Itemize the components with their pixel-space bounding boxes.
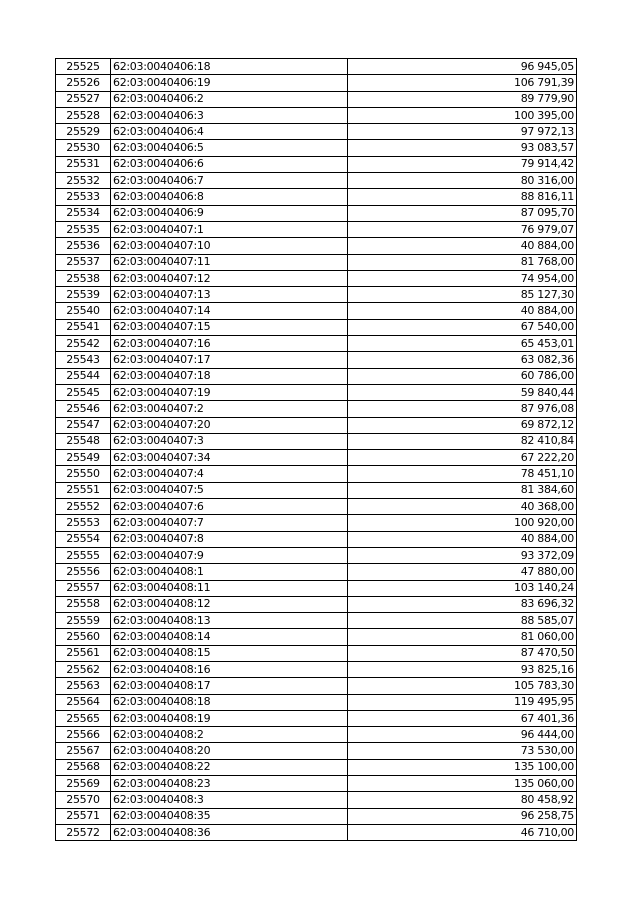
cadastral-number-cell: 62:03:0040407:18 xyxy=(111,368,348,384)
cadastral-number-cell: 62:03:0040407:19 xyxy=(111,384,348,400)
cadastral-number-cell: 62:03:0040408:15 xyxy=(111,645,348,661)
table-row xyxy=(56,189,577,205)
cadastral-number-cell: 62:03:0040407:9 xyxy=(111,547,348,563)
cadastral-number-cell: 62:03:0040406:4 xyxy=(111,124,348,140)
value-cell: 59 840,44 xyxy=(348,384,577,400)
value-cell: 135 060,00 xyxy=(348,776,577,792)
cadastral-number-cell: 62:03:0040408:3 xyxy=(111,792,348,808)
table-row xyxy=(56,792,577,808)
row-number-cell: 25559 xyxy=(56,613,111,629)
table-row xyxy=(56,107,577,123)
value-cell: 87 470,50 xyxy=(348,645,577,661)
row-number-cell: 25547 xyxy=(56,417,111,433)
table-row xyxy=(56,450,577,466)
value-cell: 67 540,00 xyxy=(348,319,577,335)
cadastral-number-cell: 62:03:0040406:19 xyxy=(111,75,348,91)
value-cell: 88 585,07 xyxy=(348,613,577,629)
cadastral-number-cell: 62:03:0040408:16 xyxy=(111,661,348,677)
row-number-cell: 25546 xyxy=(56,401,111,417)
cadastral-number-cell: 62:03:0040407:17 xyxy=(111,352,348,368)
table-row xyxy=(56,776,577,792)
table-row xyxy=(56,694,577,710)
row-number-cell: 25558 xyxy=(56,596,111,612)
table-row xyxy=(56,433,577,449)
value-cell: 97 972,13 xyxy=(348,124,577,140)
row-number-cell: 25555 xyxy=(56,547,111,563)
table-row xyxy=(56,661,577,677)
row-number-cell: 25561 xyxy=(56,645,111,661)
table-row xyxy=(56,596,577,612)
row-number-cell: 25528 xyxy=(56,107,111,123)
table-row xyxy=(56,221,577,237)
value-cell: 40 884,00 xyxy=(348,303,577,319)
table-row xyxy=(56,482,577,498)
value-cell: 65 453,01 xyxy=(348,336,577,352)
row-number-cell: 25551 xyxy=(56,482,111,498)
value-cell: 63 082,36 xyxy=(348,352,577,368)
table-row xyxy=(56,613,577,629)
cadastral-number-cell: 62:03:0040407:14 xyxy=(111,303,348,319)
value-cell: 81 060,00 xyxy=(348,629,577,645)
cadastral-number-cell: 62:03:0040407:1 xyxy=(111,221,348,237)
cadastral-number-cell: 62:03:0040408:20 xyxy=(111,743,348,759)
row-number-cell: 25548 xyxy=(56,433,111,449)
table-row xyxy=(56,531,577,547)
row-number-cell: 25527 xyxy=(56,91,111,107)
value-cell: 80 458,92 xyxy=(348,792,577,808)
row-number-cell: 25565 xyxy=(56,710,111,726)
row-number-cell: 25564 xyxy=(56,694,111,710)
row-number-cell: 25566 xyxy=(56,727,111,743)
cadastral-number-cell: 62:03:0040407:16 xyxy=(111,336,348,352)
value-cell: 73 530,00 xyxy=(348,743,577,759)
value-cell: 40 368,00 xyxy=(348,499,577,515)
value-cell: 47 880,00 xyxy=(348,564,577,580)
table-row xyxy=(56,759,577,775)
table-row xyxy=(56,678,577,694)
row-number-cell: 25541 xyxy=(56,319,111,335)
row-number-cell: 25525 xyxy=(56,59,111,75)
value-cell: 88 816,11 xyxy=(348,189,577,205)
table-row xyxy=(56,499,577,515)
row-number-cell: 25540 xyxy=(56,303,111,319)
row-number-cell: 25534 xyxy=(56,205,111,221)
cadastral-number-cell: 62:03:0040408:23 xyxy=(111,776,348,792)
value-cell: 119 495,95 xyxy=(348,694,577,710)
cadastral-number-cell: 62:03:0040408:17 xyxy=(111,678,348,694)
row-number-cell: 25571 xyxy=(56,808,111,824)
table-row xyxy=(56,743,577,759)
row-number-cell: 25526 xyxy=(56,75,111,91)
row-number-cell: 25572 xyxy=(56,824,111,840)
cadastral-number-cell: 62:03:0040408:22 xyxy=(111,759,348,775)
table-row xyxy=(56,352,577,368)
value-cell: 40 884,00 xyxy=(348,238,577,254)
table-row xyxy=(56,270,577,286)
row-number-cell: 25531 xyxy=(56,156,111,172)
cadastral-number-cell: 62:03:0040407:13 xyxy=(111,287,348,303)
row-number-cell: 25535 xyxy=(56,221,111,237)
cadastral-number-cell: 62:03:0040407:11 xyxy=(111,254,348,270)
value-cell: 100 920,00 xyxy=(348,515,577,531)
value-cell: 87 976,08 xyxy=(348,401,577,417)
cadastral-number-cell: 62:03:0040407:12 xyxy=(111,270,348,286)
value-cell: 69 872,12 xyxy=(348,417,577,433)
value-cell: 96 444,00 xyxy=(348,727,577,743)
value-cell: 85 127,30 xyxy=(348,287,577,303)
cadastral-number-cell: 62:03:0040407:10 xyxy=(111,238,348,254)
table-row xyxy=(56,205,577,221)
table-row xyxy=(56,75,577,91)
table-row xyxy=(56,547,577,563)
row-number-cell: 25556 xyxy=(56,564,111,580)
row-number-cell: 25550 xyxy=(56,466,111,482)
cadastral-number-cell: 62:03:0040408:1 xyxy=(111,564,348,580)
row-number-cell: 25568 xyxy=(56,759,111,775)
row-number-cell: 25560 xyxy=(56,629,111,645)
row-number-cell: 25570 xyxy=(56,792,111,808)
cadastral-number-cell: 62:03:0040407:15 xyxy=(111,319,348,335)
row-number-cell: 25538 xyxy=(56,270,111,286)
cadastral-number-cell: 62:03:0040408:36 xyxy=(111,824,348,840)
value-cell: 80 316,00 xyxy=(348,173,577,189)
table-row xyxy=(56,564,577,580)
row-number-cell: 25533 xyxy=(56,189,111,205)
cadastral-number-cell: 62:03:0040406:3 xyxy=(111,107,348,123)
row-number-cell: 25569 xyxy=(56,776,111,792)
row-number-cell: 25536 xyxy=(56,238,111,254)
value-cell: 74 954,00 xyxy=(348,270,577,286)
cadastral-number-cell: 62:03:0040408:19 xyxy=(111,710,348,726)
table-row xyxy=(56,173,577,189)
cadastral-number-cell: 62:03:0040407:6 xyxy=(111,499,348,515)
table-row xyxy=(56,417,577,433)
value-cell: 76 979,07 xyxy=(348,221,577,237)
table-row xyxy=(56,368,577,384)
value-cell: 96 258,75 xyxy=(348,808,577,824)
row-number-cell: 25529 xyxy=(56,124,111,140)
cadastral-number-cell: 62:03:0040408:12 xyxy=(111,596,348,612)
row-number-cell: 25567 xyxy=(56,743,111,759)
value-cell: 67 222,20 xyxy=(348,450,577,466)
cadastral-number-cell: 62:03:0040407:3 xyxy=(111,433,348,449)
table-row xyxy=(56,336,577,352)
cadastral-number-cell: 62:03:0040407:7 xyxy=(111,515,348,531)
value-cell: 83 696,32 xyxy=(348,596,577,612)
row-number-cell: 25562 xyxy=(56,661,111,677)
table-row xyxy=(56,319,577,335)
cadastral-number-cell: 62:03:0040407:8 xyxy=(111,531,348,547)
table-row xyxy=(56,140,577,156)
cadastral-number-cell: 62:03:0040406:18 xyxy=(111,59,348,75)
table-row xyxy=(56,124,577,140)
value-cell: 103 140,24 xyxy=(348,580,577,596)
table-row xyxy=(56,401,577,417)
table-row xyxy=(56,238,577,254)
value-cell: 81 384,60 xyxy=(348,482,577,498)
cadastral-number-cell: 62:03:0040408:35 xyxy=(111,808,348,824)
value-cell: 96 945,05 xyxy=(348,59,577,75)
row-number-cell: 25532 xyxy=(56,173,111,189)
table-row xyxy=(56,59,577,75)
data-table xyxy=(55,58,577,841)
row-number-cell: 25539 xyxy=(56,287,111,303)
table-row xyxy=(56,384,577,400)
table-row xyxy=(56,303,577,319)
value-cell: 46 710,00 xyxy=(348,824,577,840)
table-row xyxy=(56,824,577,840)
table-body xyxy=(56,59,577,841)
table-row xyxy=(56,254,577,270)
cadastral-number-cell: 62:03:0040407:2 xyxy=(111,401,348,417)
value-cell: 106 791,39 xyxy=(348,75,577,91)
value-cell: 67 401,36 xyxy=(348,710,577,726)
value-cell: 87 095,70 xyxy=(348,205,577,221)
table-row xyxy=(56,727,577,743)
row-number-cell: 25552 xyxy=(56,499,111,515)
value-cell: 89 779,90 xyxy=(348,91,577,107)
row-number-cell: 25554 xyxy=(56,531,111,547)
cadastral-number-cell: 62:03:0040406:9 xyxy=(111,205,348,221)
cadastral-number-cell: 62:03:0040408:2 xyxy=(111,727,348,743)
row-number-cell: 25537 xyxy=(56,254,111,270)
row-number-cell: 25557 xyxy=(56,580,111,596)
value-cell: 93 372,09 xyxy=(348,547,577,563)
row-number-cell: 25545 xyxy=(56,384,111,400)
cadastral-number-cell: 62:03:0040408:11 xyxy=(111,580,348,596)
cadastral-number-cell: 62:03:0040406:8 xyxy=(111,189,348,205)
value-cell: 100 395,00 xyxy=(348,107,577,123)
cadastral-number-cell: 62:03:0040407:20 xyxy=(111,417,348,433)
cadastral-number-cell: 62:03:0040407:4 xyxy=(111,466,348,482)
row-number-cell: 25553 xyxy=(56,515,111,531)
table-row xyxy=(56,156,577,172)
value-cell: 60 786,00 xyxy=(348,368,577,384)
cadastral-number-cell: 62:03:0040408:13 xyxy=(111,613,348,629)
table-row xyxy=(56,808,577,824)
row-number-cell: 25549 xyxy=(56,450,111,466)
row-number-cell: 25543 xyxy=(56,352,111,368)
row-number-cell: 25542 xyxy=(56,336,111,352)
cadastral-number-cell: 62:03:0040406:2 xyxy=(111,91,348,107)
row-number-cell: 25530 xyxy=(56,140,111,156)
value-cell: 40 884,00 xyxy=(348,531,577,547)
cadastral-number-cell: 62:03:0040408:18 xyxy=(111,694,348,710)
table-row xyxy=(56,629,577,645)
table-row xyxy=(56,580,577,596)
cadastral-number-cell: 62:03:0040407:5 xyxy=(111,482,348,498)
table-row xyxy=(56,710,577,726)
value-cell: 93 825,16 xyxy=(348,661,577,677)
row-number-cell: 25544 xyxy=(56,368,111,384)
row-number-cell: 25563 xyxy=(56,678,111,694)
value-cell: 78 451,10 xyxy=(348,466,577,482)
cadastral-number-cell: 62:03:0040406:7 xyxy=(111,173,348,189)
cadastral-number-cell: 62:03:0040406:5 xyxy=(111,140,348,156)
table-row xyxy=(56,645,577,661)
table-row xyxy=(56,287,577,303)
value-cell: 135 100,00 xyxy=(348,759,577,775)
cadastral-number-cell: 62:03:0040407:34 xyxy=(111,450,348,466)
cadastral-number-cell: 62:03:0040406:6 xyxy=(111,156,348,172)
value-cell: 105 783,30 xyxy=(348,678,577,694)
table-row xyxy=(56,515,577,531)
table-row xyxy=(56,466,577,482)
value-cell: 82 410,84 xyxy=(348,433,577,449)
value-cell: 93 083,57 xyxy=(348,140,577,156)
cadastral-number-cell: 62:03:0040408:14 xyxy=(111,629,348,645)
value-cell: 81 768,00 xyxy=(348,254,577,270)
value-cell: 79 914,42 xyxy=(348,156,577,172)
table-row xyxy=(56,91,577,107)
